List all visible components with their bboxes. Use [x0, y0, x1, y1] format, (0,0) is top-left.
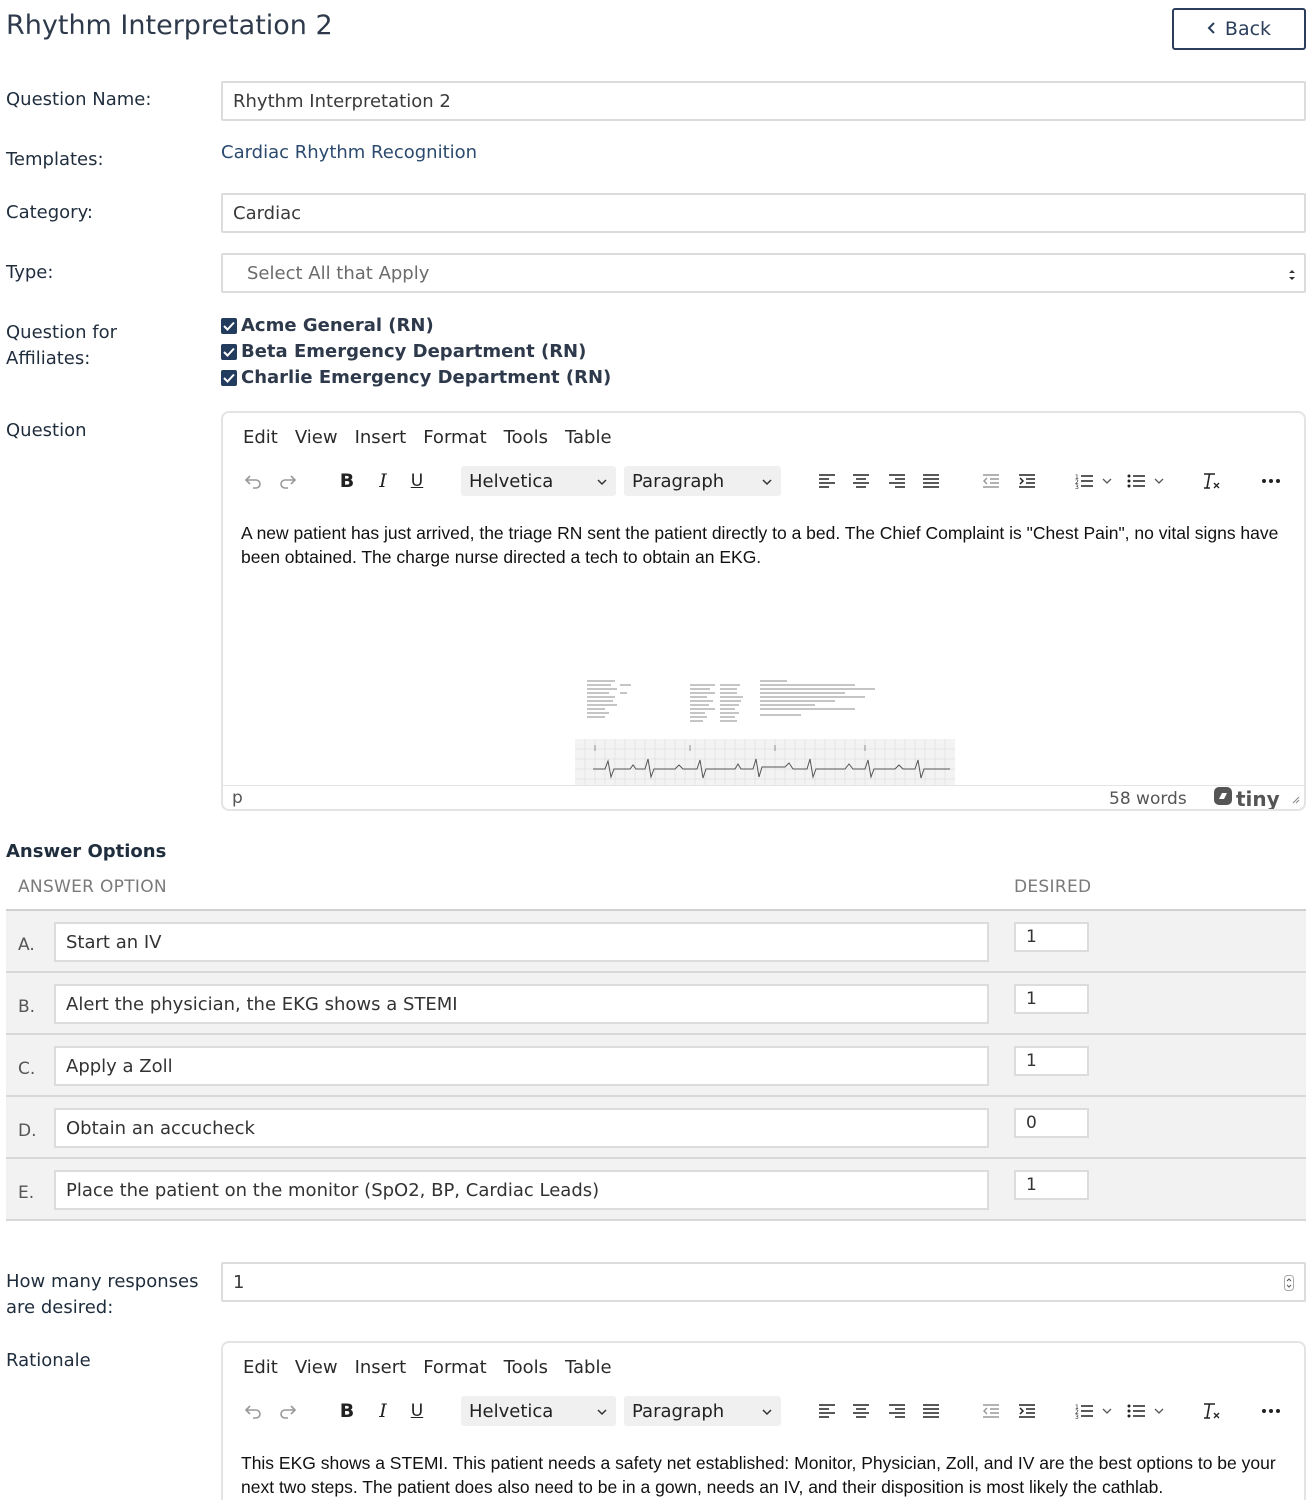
answer-options-title: Answer Options — [6, 841, 167, 862]
redo-icon[interactable] — [276, 467, 300, 495]
answer-text-input[interactable]: Alert the physician, the EKG shows a STEMI — [54, 984, 989, 1024]
align-justify-icon[interactable] — [919, 467, 943, 495]
responses-desired-label: How many responses are desired: — [6, 1271, 199, 1318]
font-dropdown[interactable]: Helvetica — [461, 1396, 616, 1426]
desired-input[interactable]: 1 — [1014, 922, 1089, 952]
align-left-icon[interactable] — [815, 1397, 839, 1425]
numbered-list-icon[interactable] — [1073, 1397, 1117, 1425]
page-title: Rhythm Interpretation 2 — [6, 10, 333, 41]
type-select-value: Select All that Apply — [247, 262, 430, 284]
menu-format[interactable]: Format — [423, 427, 487, 448]
menu-insert[interactable]: Insert — [354, 427, 407, 448]
menu-tools[interactable]: Tools — [503, 427, 548, 448]
back-button[interactable] — [1172, 8, 1306, 50]
answer-text-input[interactable]: Obtain an accucheck — [54, 1108, 989, 1148]
menu-format[interactable]: Format — [423, 1357, 487, 1378]
redo-icon[interactable] — [276, 1397, 300, 1425]
question-name-label: Question Name: — [6, 89, 152, 110]
question-name-input[interactable] — [221, 81, 1306, 121]
menu-tools[interactable]: Tools — [503, 1357, 548, 1378]
back-button-label: Back — [1224, 18, 1272, 40]
bold-icon[interactable]: B — [339, 470, 355, 492]
clear-formatting-icon[interactable] — [1199, 467, 1223, 495]
align-right-icon[interactable] — [885, 467, 909, 495]
menu-table[interactable]: Table — [565, 1357, 612, 1378]
category-label: Category: — [6, 202, 93, 223]
align-justify-icon[interactable] — [919, 1397, 943, 1425]
chevron-left-icon — [1207, 18, 1217, 40]
question-name-value: Rhythm Interpretation 2 — [233, 90, 451, 112]
underline-icon[interactable]: U — [410, 471, 424, 491]
chevron-down-icon — [596, 473, 608, 494]
block-format-dropdown[interactable]: Paragraph — [624, 1396, 781, 1426]
align-center-icon[interactable] — [849, 1397, 873, 1425]
type-label: Type: — [6, 262, 54, 283]
ekg-image-area — [223, 583, 1306, 785]
align-center-icon[interactable] — [849, 467, 873, 495]
underline-icon[interactable]: U — [410, 1401, 424, 1421]
tiny-logo[interactable]: tiny — [1213, 786, 1280, 811]
menu-view[interactable]: View — [294, 1357, 338, 1378]
block-format-dropdown[interactable]: Paragraph — [624, 466, 781, 496]
templates-label: Templates: — [6, 149, 104, 170]
svg-text:1: 1 — [1075, 474, 1079, 481]
desired-input[interactable]: 1 — [1014, 1046, 1089, 1076]
spinner-icon[interactable] — [1284, 1275, 1294, 1296]
answer-text-input[interactable]: Apply a Zoll — [54, 1046, 989, 1086]
checkbox-checked-icon — [221, 318, 237, 334]
menu-insert[interactable]: Insert — [354, 1357, 407, 1378]
editor-toolbar — [223, 463, 1304, 499]
affiliate-label: Charlie Emergency Department (RN) — [241, 367, 612, 388]
chevron-down-icon — [596, 1403, 608, 1424]
svg-text:2: 2 — [1075, 479, 1079, 486]
affiliate-label: Acme General (RN) — [241, 315, 434, 336]
indent-icon[interactable] — [1015, 1397, 1039, 1425]
template-link[interactable]: Cardiac Rhythm Recognition — [221, 142, 478, 163]
element-path[interactable]: p — [232, 788, 243, 808]
align-left-icon[interactable] — [815, 467, 839, 495]
svg-text:2: 2 — [1075, 1409, 1079, 1416]
desired-input[interactable]: 0 — [1014, 1108, 1089, 1138]
category-input[interactable] — [221, 193, 1306, 233]
responses-desired-value: 1 — [233, 1271, 245, 1293]
question-label: Question — [6, 420, 87, 441]
table-row — [6, 1159, 1306, 1221]
align-right-icon[interactable] — [885, 1397, 909, 1425]
affiliates-label: Question for Affiliates: — [6, 322, 117, 369]
undo-icon[interactable] — [241, 1397, 265, 1425]
affiliate-checkbox-charlie[interactable] — [221, 367, 611, 388]
word-count[interactable]: 58 words — [1109, 789, 1187, 809]
more-icon[interactable] — [1259, 467, 1283, 495]
answer-letter: B. — [18, 997, 36, 1017]
desired-input[interactable]: 1 — [1014, 984, 1089, 1014]
editor-menubar — [243, 1357, 629, 1378]
menu-edit[interactable]: Edit — [243, 1357, 278, 1378]
menu-view[interactable]: View — [294, 427, 338, 448]
ekg-image — [575, 665, 955, 785]
editor-toolbar — [223, 1393, 1304, 1429]
checkbox-checked-icon — [221, 370, 237, 386]
rationale-text: This EKG shows a STEMI. This patient needs a safety net established: Monitor, Physician, Zoll, and IV are the best options to be your next two steps. The patient does also need to be in a gown, needs an IV, and their disposition is most likely the cathlab. — [241, 1453, 1276, 1497]
responses-desired-input[interactable] — [221, 1262, 1306, 1302]
table-row — [6, 911, 1306, 973]
desired-header: DESIRED — [1014, 877, 1092, 897]
italic-icon[interactable]: I — [379, 1400, 387, 1422]
menu-edit[interactable]: Edit — [243, 427, 278, 448]
answer-option-header: ANSWER OPTION — [18, 877, 167, 897]
chevron-down-icon — [761, 473, 773, 494]
font-dropdown[interactable]: Helvetica — [461, 466, 616, 496]
outdent-icon[interactable] — [979, 1397, 1003, 1425]
answer-text-input[interactable]: Start an IV — [54, 922, 989, 962]
italic-icon[interactable]: I — [379, 470, 387, 492]
answer-letter: A. — [18, 935, 35, 955]
answer-text-input[interactable]: Place the patient on the monitor (SpO2, BP, Cardiac Leads) — [54, 1170, 989, 1210]
clear-formatting-icon[interactable] — [1199, 1397, 1223, 1425]
chevron-down-icon — [761, 1403, 773, 1424]
answer-letter: C. — [18, 1059, 36, 1079]
svg-text:3: 3 — [1075, 1414, 1079, 1419]
editor-menubar — [243, 427, 629, 448]
outdent-icon[interactable] — [979, 467, 1003, 495]
desired-input[interactable]: 1 — [1014, 1170, 1089, 1200]
bullet-list-icon[interactable] — [1125, 467, 1169, 495]
answer-letter: E. — [18, 1183, 35, 1203]
question-text: A new patient has just arrived, the triage RN sent the patient directly to a bed. The Chief Complaint is "Chest Pain", no vital signs have been obtained. The charge nurse directed a tech to obtain an EKG. — [241, 523, 1279, 567]
more-icon[interactable] — [1259, 1397, 1283, 1425]
affiliate-checkbox-acme[interactable] — [221, 315, 434, 336]
category-value: Cardiac — [233, 202, 302, 224]
answer-letter: D. — [18, 1121, 37, 1141]
rationale-label: Rationale — [6, 1350, 91, 1371]
menu-table[interactable]: Table — [565, 427, 612, 448]
affiliate-checkbox-beta[interactable] — [221, 341, 586, 362]
type-select[interactable] — [221, 253, 1306, 293]
affiliate-label: Beta Emergency Department (RN) — [241, 341, 587, 362]
numbered-list-icon[interactable] — [1073, 467, 1117, 495]
table-row — [6, 973, 1306, 1035]
rationale-editor[interactable] — [221, 1341, 1306, 1500]
bold-icon[interactable]: B — [339, 1400, 355, 1422]
editor-statusbar — [223, 785, 1304, 811]
bullet-list-icon[interactable] — [1125, 1397, 1169, 1425]
tiny-icon — [1213, 786, 1233, 811]
table-row — [6, 1035, 1306, 1097]
table-row — [6, 1097, 1306, 1159]
indent-icon[interactable] — [1015, 467, 1039, 495]
resize-handle-icon[interactable] — [1290, 789, 1300, 809]
svg-text:1: 1 — [1075, 1404, 1079, 1411]
question-editor[interactable] — [221, 411, 1306, 811]
svg-text:3: 3 — [1075, 484, 1079, 489]
select-arrows-icon — [1288, 266, 1296, 287]
undo-icon[interactable] — [241, 467, 265, 495]
checkbox-checked-icon — [221, 344, 237, 360]
